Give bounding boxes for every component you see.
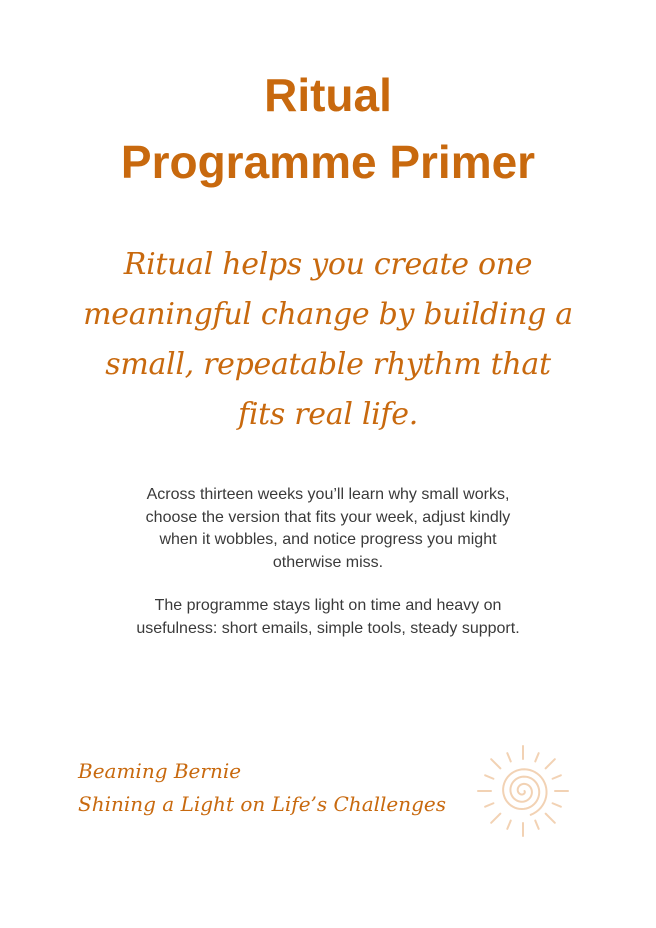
sun-spiral xyxy=(503,769,546,815)
signature-name: Beaming Bernie xyxy=(78,759,242,783)
sun-ray xyxy=(507,821,510,829)
body-paragraph-1: Across thirteen weeks you’ll learn why small works, choose the version that fits your week, adjust kindly when it wobbles, and notice progress you might otherwise miss. xyxy=(145,486,511,571)
sun-ray xyxy=(507,753,510,761)
page-title-line-1: Ritual xyxy=(264,69,392,121)
sun-ray xyxy=(485,775,493,778)
signature-tagline: Shining a Light on Life’s Challenges xyxy=(78,792,447,816)
page-title-line-2: Programme Primer xyxy=(120,136,536,188)
body-paragraph-2: The programme stays light on time and heavy on usefulness: short emails, simple tools, steady support. xyxy=(136,597,520,637)
sun-ray xyxy=(553,803,561,806)
sun-ray xyxy=(546,759,555,768)
sun-spiral-icon xyxy=(477,745,569,837)
sun-ray xyxy=(491,759,500,768)
lead-statement: Ritual helps you create one meaningful change by building a small, repeatable rhythm that fits real life. xyxy=(83,247,573,432)
sun-ray xyxy=(485,803,493,806)
sun-ray xyxy=(546,814,555,823)
sun-ray xyxy=(491,814,500,823)
sun-ray xyxy=(535,753,538,761)
sun-ray xyxy=(553,775,561,778)
sun-ray xyxy=(535,821,538,829)
